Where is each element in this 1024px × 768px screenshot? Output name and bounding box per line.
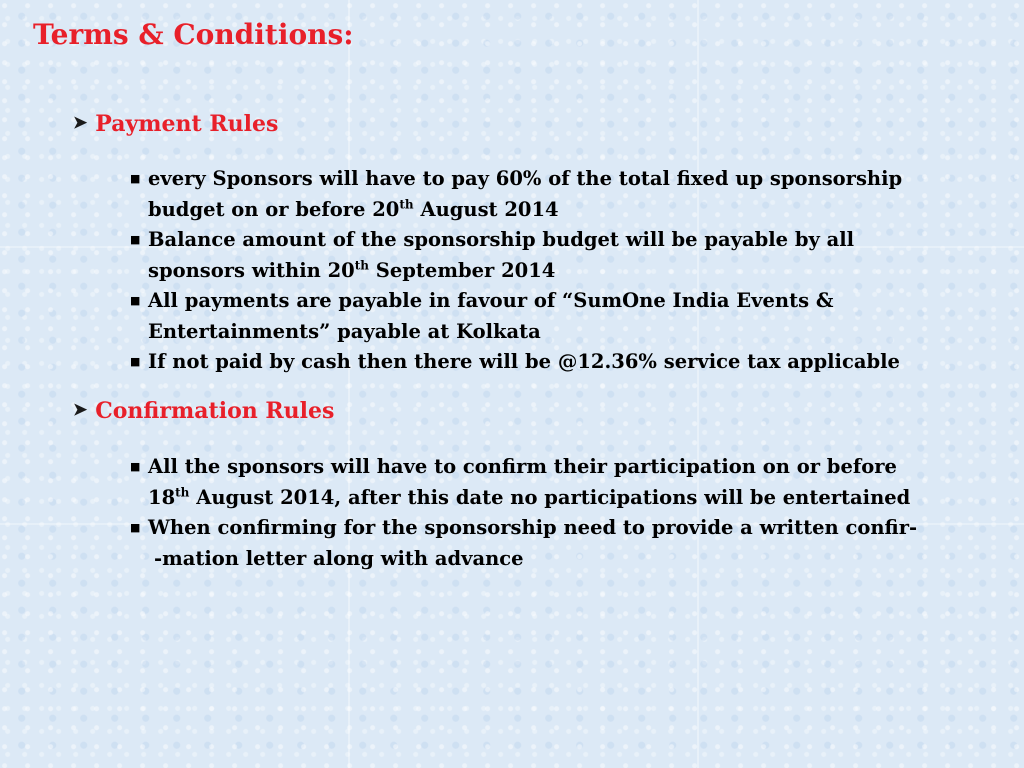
rule-text-part: September 2014 bbox=[369, 258, 556, 282]
list-item bbox=[130, 286, 990, 347]
square-bullet-icon: ■ bbox=[130, 355, 141, 368]
rule-text-part: sponsors within 20 bbox=[148, 258, 355, 282]
section-heading-label: Confirmation Rules bbox=[95, 398, 335, 424]
rule-text-part: August 2014, after this date no participations will be entertained bbox=[189, 485, 911, 509]
rule-text-cont: Entertainments” payable at Kolkata bbox=[148, 319, 541, 343]
rule-text-cont: -mation letter along with advance bbox=[154, 546, 524, 570]
list-item bbox=[130, 347, 990, 378]
list-item bbox=[130, 164, 990, 225]
payment-rules-list bbox=[130, 164, 990, 378]
list-item bbox=[130, 513, 990, 574]
rule-text-cont bbox=[148, 256, 990, 287]
rule-text-part: 18 bbox=[148, 485, 176, 509]
section-heading-confirmation-rules bbox=[73, 398, 334, 424]
rule-text: When confirming for the sponsorship need to provide a written confir- bbox=[148, 516, 918, 539]
square-bullet-icon: ■ bbox=[130, 521, 141, 534]
superscript: th bbox=[175, 485, 190, 499]
rule-text: every Sponsors will have to pay 60% of the total fixed up sponsorship bbox=[148, 167, 903, 190]
rule-text: All payments are payable in favour of “SumOne India Events & bbox=[148, 289, 834, 312]
section-heading-label: Payment Rules bbox=[95, 111, 279, 137]
square-bullet-icon: ■ bbox=[130, 233, 141, 246]
square-bullet-icon: ■ bbox=[130, 460, 141, 473]
section-heading-payment-rules bbox=[73, 111, 278, 137]
square-bullet-icon: ■ bbox=[130, 172, 141, 185]
rule-text: All the sponsors will have to confirm their participation on or before bbox=[148, 455, 897, 478]
page-title: Terms & Conditions: bbox=[33, 18, 354, 51]
rule-text-part: budget on or before 20 bbox=[148, 197, 400, 221]
rule-text-cont bbox=[148, 195, 990, 226]
confirmation-rules-list bbox=[130, 452, 990, 574]
superscript: th bbox=[354, 258, 369, 272]
arrow-bullet-icon: ➤ bbox=[73, 400, 88, 420]
list-item bbox=[130, 225, 990, 286]
arrow-bullet-icon: ➤ bbox=[73, 113, 88, 133]
list-item bbox=[130, 452, 990, 513]
rule-text-cont bbox=[148, 483, 990, 514]
rule-text: Balance amount of the sponsorship budget will be payable by all bbox=[148, 228, 855, 251]
superscript: th bbox=[399, 197, 414, 211]
square-bullet-icon: ■ bbox=[130, 294, 141, 307]
rule-text-part: August 2014 bbox=[413, 197, 559, 221]
rule-text: If not paid by cash then there will be @12.36% service tax applicable bbox=[148, 350, 900, 373]
